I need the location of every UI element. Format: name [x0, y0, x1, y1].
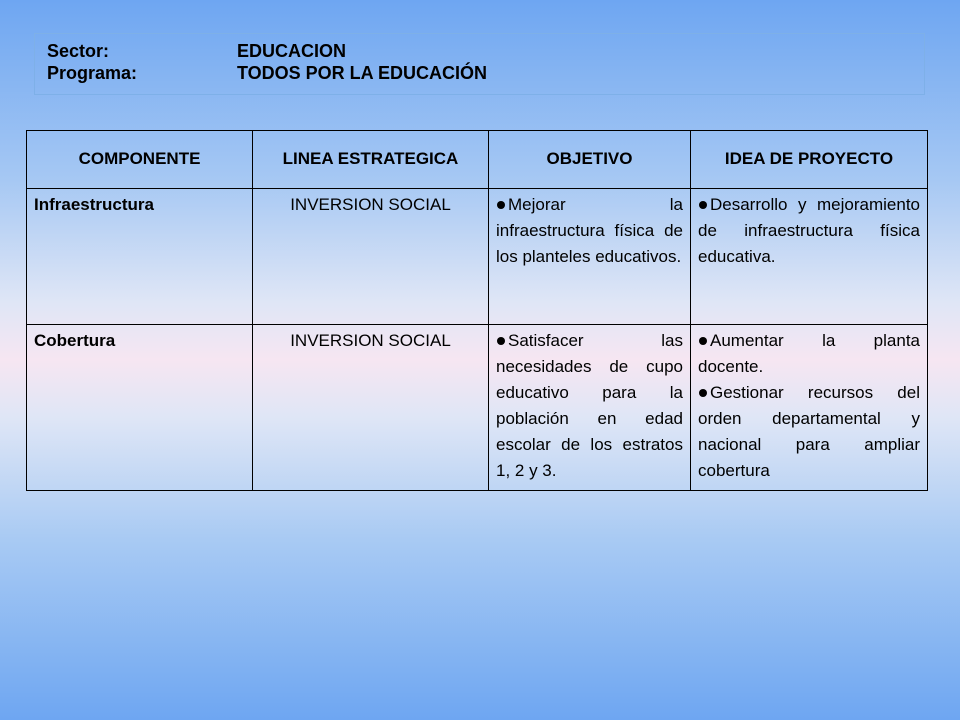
- objetivo-text: Satisfacer las necesidades de cupo educativo para la población en edad escolar de los estratos 1, 2 y 3.: [496, 331, 683, 480]
- linea-cell: INVERSION SOCIAL: [253, 325, 489, 491]
- idea-list: [698, 192, 920, 270]
- header-linea-estrategica: LINEA ESTRATEGICA: [253, 131, 489, 189]
- bullet-icon: [497, 201, 505, 209]
- list-item: [496, 192, 683, 270]
- bullet-icon: [497, 337, 505, 345]
- header-objetivo: OBJETIVO: [489, 131, 691, 189]
- list-item: [698, 192, 920, 270]
- objetivo-list: [496, 192, 683, 270]
- idea-list: [698, 328, 920, 484]
- objetivo-text: Mejorar la infraestructura física de los planteles educativos.: [496, 195, 683, 266]
- table-row: [27, 189, 928, 325]
- idea-text: Aumentar la planta docente.: [698, 331, 920, 376]
- sector-program-box: [34, 33, 925, 95]
- idea-cell: [691, 325, 928, 491]
- idea-text: Gestionar recursos del orden departamental y nacional para ampliar cobertura: [698, 383, 920, 480]
- list-item: [698, 380, 920, 484]
- linea-cell: INVERSION SOCIAL: [253, 189, 489, 325]
- componente-cell: Cobertura: [27, 325, 253, 491]
- programa-label: Programa:: [47, 63, 138, 83]
- bullet-icon: [699, 389, 707, 397]
- programa-row: [47, 62, 924, 84]
- header-idea-de-proyecto: IDEA DE PROYECTO: [691, 131, 928, 189]
- sector-value: EDUCACION: [237, 41, 347, 61]
- componente-cell: Infraestructura: [27, 189, 253, 325]
- table-header-row: [27, 131, 928, 189]
- project-table: [26, 130, 928, 491]
- objetivo-cell: [489, 189, 691, 325]
- header-componente: COMPONENTE: [27, 131, 253, 189]
- sector-row: [47, 40, 924, 62]
- list-item: [698, 328, 920, 380]
- bullet-icon: [699, 337, 707, 345]
- bullet-icon: [699, 201, 707, 209]
- sector-label: Sector:: [47, 41, 110, 61]
- objetivo-cell: [489, 325, 691, 491]
- idea-text: Desarrollo y mejoramiento de infraestructura física educativa.: [698, 195, 920, 266]
- idea-cell: [691, 189, 928, 325]
- objetivo-list: [496, 328, 683, 484]
- table-row: [27, 325, 928, 491]
- list-item: [496, 328, 683, 484]
- programa-value: TODOS POR LA EDUCACIÓN: [237, 63, 488, 83]
